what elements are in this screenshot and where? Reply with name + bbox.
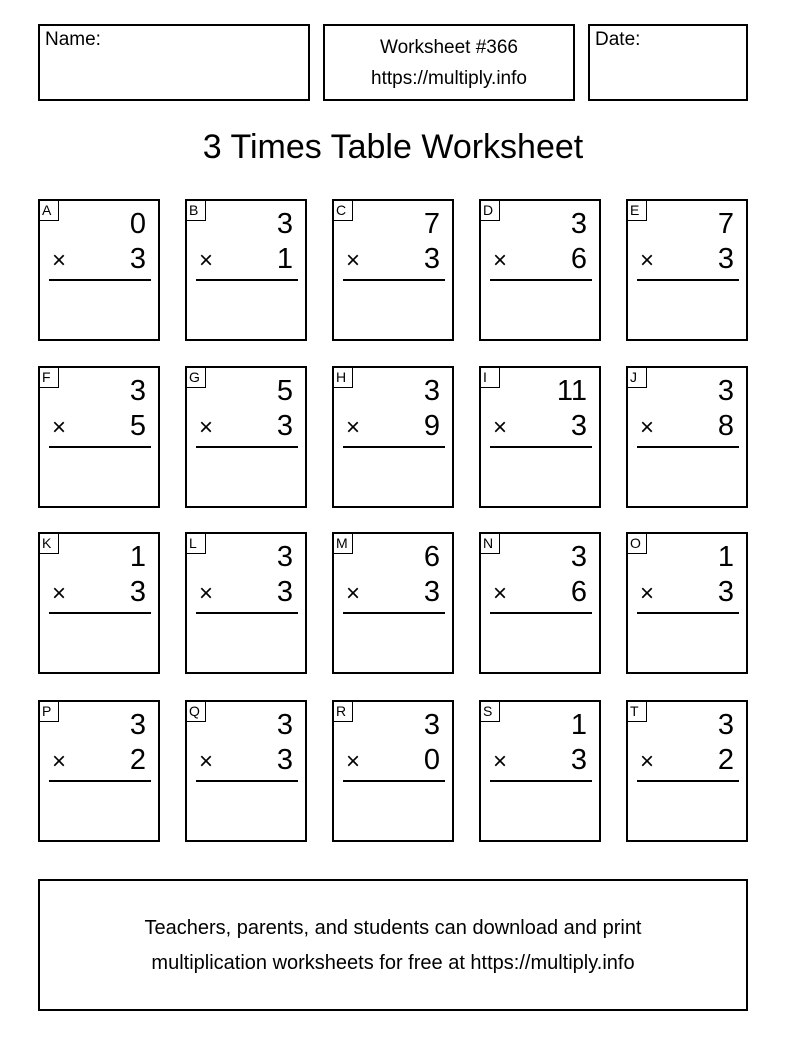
problem-letter: G: [186, 367, 206, 388]
answer-line: [196, 612, 298, 614]
multiplier: 3: [570, 410, 587, 442]
multiplier: 1: [276, 243, 293, 275]
problem-card[interactable]: [479, 366, 601, 508]
problem-letter: F: [39, 367, 59, 388]
problem-card[interactable]: [185, 366, 307, 508]
answer-line: [490, 446, 592, 448]
multiply-sign: ×: [52, 414, 67, 441]
multiplier: 2: [129, 744, 146, 776]
multiply-sign: ×: [493, 414, 508, 441]
answer-line: [49, 279, 151, 281]
problem-letter: I: [480, 367, 500, 388]
multiply-sign: ×: [199, 748, 214, 775]
multiplier: 3: [570, 744, 587, 776]
answer-line: [490, 279, 592, 281]
problem-card[interactable]: [626, 700, 748, 842]
multiplier: 5: [129, 410, 146, 442]
problem-letter: C: [333, 200, 353, 221]
problem-letter: A: [39, 200, 59, 221]
multiplier: 9: [423, 410, 440, 442]
multiplicand: 3: [129, 375, 146, 407]
problem-card[interactable]: [332, 532, 454, 674]
worksheet-info-box: [323, 24, 575, 101]
problem-card[interactable]: [185, 700, 307, 842]
page-title: 3 Times Table Worksheet: [202, 128, 584, 166]
multiplier: 3: [276, 576, 293, 608]
multiply-sign: ×: [52, 247, 67, 274]
problem-card[interactable]: [38, 199, 160, 341]
problem-letter: K: [39, 533, 59, 554]
multiplier: 3: [276, 744, 293, 776]
problem-card[interactable]: [332, 700, 454, 842]
problem-card[interactable]: [185, 532, 307, 674]
problem-card[interactable]: [332, 199, 454, 341]
problem-letter: E: [627, 200, 647, 221]
problem-card[interactable]: [626, 199, 748, 341]
multiplicand: 3: [570, 208, 587, 240]
multiply-sign: ×: [199, 414, 214, 441]
name-label: Name:: [45, 29, 101, 50]
multiplicand: 3: [717, 375, 734, 407]
multiply-sign: ×: [493, 580, 508, 607]
answer-line: [196, 780, 298, 782]
answer-line: [343, 780, 445, 782]
multiplicand: 3: [423, 375, 440, 407]
multiply-sign: ×: [346, 748, 361, 775]
answer-line: [343, 279, 445, 281]
multiplier: 3: [423, 243, 440, 275]
problem-letter: T: [627, 701, 647, 722]
multiply-sign: ×: [640, 247, 655, 274]
problem-card[interactable]: [479, 199, 601, 341]
date-box[interactable]: [588, 24, 748, 101]
problem-card[interactable]: [479, 700, 601, 842]
multiplicand: 3: [570, 541, 587, 573]
multiply-sign: ×: [52, 748, 67, 775]
problem-letter: R: [333, 701, 353, 722]
multiply-sign: ×: [640, 580, 655, 607]
problem-letter: D: [480, 200, 500, 221]
multiplicand: 6: [423, 541, 440, 573]
multiply-sign: ×: [640, 414, 655, 441]
multiply-sign: ×: [640, 748, 655, 775]
date-label: Date:: [595, 29, 641, 50]
answer-line: [637, 780, 739, 782]
footer-box: [38, 879, 748, 1011]
answer-line: [49, 446, 151, 448]
problem-letter: Q: [186, 701, 206, 722]
multiplier: 3: [717, 243, 734, 275]
problem-card[interactable]: [479, 532, 601, 674]
answer-line: [637, 279, 739, 281]
worksheet-number: Worksheet #366: [379, 37, 518, 58]
problem-card[interactable]: [626, 532, 748, 674]
name-box[interactable]: [38, 24, 310, 101]
multiplicand: 5: [276, 375, 293, 407]
problem-card[interactable]: [185, 199, 307, 341]
multiplicand: 1: [717, 541, 734, 573]
multiplicand: 1: [570, 709, 587, 741]
problem-card[interactable]: [38, 366, 160, 508]
multiplier: 2: [717, 744, 734, 776]
multiplier: 6: [570, 243, 587, 275]
multiply-sign: ×: [346, 580, 361, 607]
problem-card[interactable]: [332, 366, 454, 508]
multiplicand: 3: [129, 709, 146, 741]
answer-line: [196, 446, 298, 448]
multiplier: 3: [129, 243, 146, 275]
answer-line: [343, 612, 445, 614]
problem-letter: S: [480, 701, 500, 722]
problem-card[interactable]: [38, 700, 160, 842]
problem-letter: B: [186, 200, 206, 221]
multiplier: 3: [423, 576, 440, 608]
multiplicand: 7: [423, 208, 440, 240]
multiplicand: 0: [129, 208, 146, 240]
problem-letter: O: [627, 533, 647, 554]
multiply-sign: ×: [493, 748, 508, 775]
worksheet-url: https://multiply.info: [371, 68, 527, 89]
answer-line: [490, 780, 592, 782]
problem-card[interactable]: [38, 532, 160, 674]
multiply-sign: ×: [346, 414, 361, 441]
multiplier: 3: [129, 576, 146, 608]
multiply-sign: ×: [52, 580, 67, 607]
multiplier: 8: [717, 410, 734, 442]
problem-letter: H: [333, 367, 353, 388]
multiplicand: 3: [276, 709, 293, 741]
multiplier: 3: [717, 576, 734, 608]
multiplicand: 3: [423, 709, 440, 741]
problem-letter: J: [627, 367, 647, 388]
footer-line-1: Teachers, parents, and students can download and print: [144, 917, 642, 939]
multiplicand: 7: [717, 208, 734, 240]
multiplicand: 3: [276, 208, 293, 240]
multiply-sign: ×: [199, 580, 214, 607]
answer-line: [196, 279, 298, 281]
answer-line: [49, 780, 151, 782]
answer-line: [490, 612, 592, 614]
problem-card[interactable]: [626, 366, 748, 508]
problem-letter: M: [333, 533, 353, 554]
answer-line: [343, 446, 445, 448]
problem-letter: L: [186, 533, 206, 554]
problem-letter: N: [480, 533, 500, 554]
multiplier: 3: [276, 410, 293, 442]
multiply-sign: ×: [346, 247, 361, 274]
answer-line: [637, 446, 739, 448]
multiplicand: 1: [129, 541, 146, 573]
multiply-sign: ×: [493, 247, 508, 274]
problem-letter: P: [39, 701, 59, 722]
multiplicand: 3: [717, 709, 734, 741]
multiplier: 6: [570, 576, 587, 608]
multiplier: 0: [423, 744, 440, 776]
multiplicand: 11: [556, 375, 587, 407]
answer-line: [49, 612, 151, 614]
multiplicand: 3: [276, 541, 293, 573]
multiply-sign: ×: [199, 247, 214, 274]
answer-line: [637, 612, 739, 614]
footer-line-2: multiplication worksheets for free at https://multiply.info: [151, 952, 635, 974]
